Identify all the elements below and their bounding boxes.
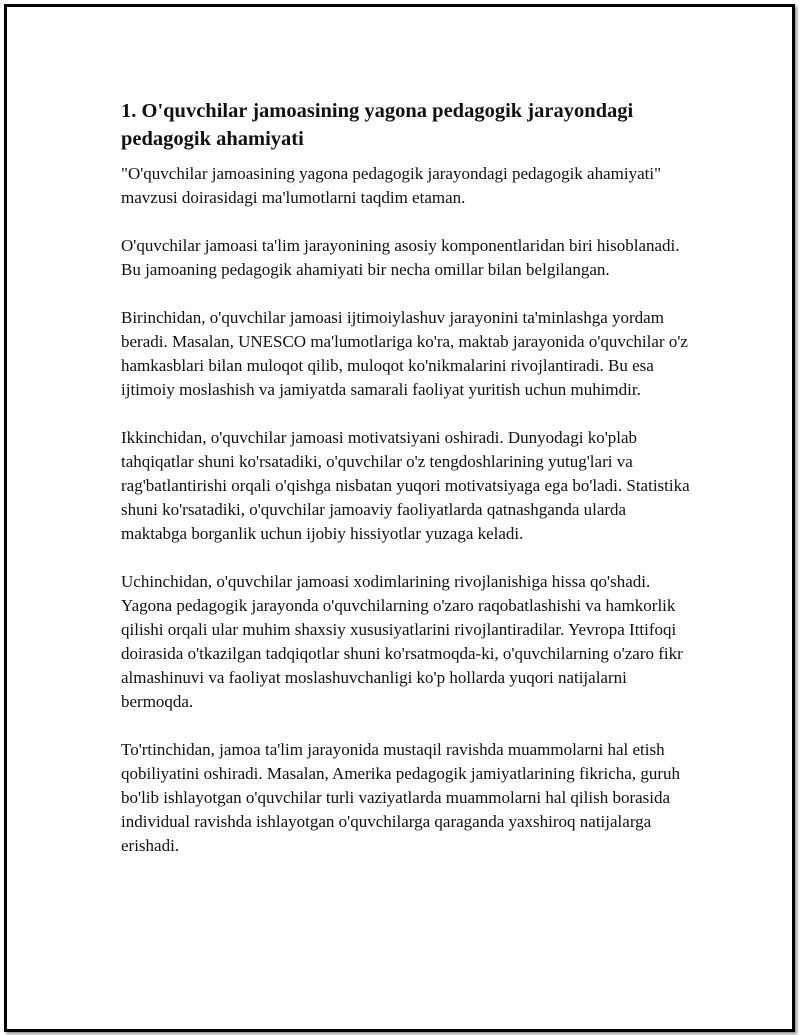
paragraph-overview: O'quvchilar jamoasi ta'lim jarayonining asosiy komponentlaridan biri hisoblanadi. Bu jamoaning pedagogik ahamiyati bir necha omillar bilan belgilangan. bbox=[121, 236, 680, 279]
paragraph-first-point: Birinchidan, o'quvchilar jamoasi ijtimoiylashuv jarayonini ta'minlashga yordam beradi. Masalan, UNESCO ma'lumotlariga ko'ra, maktab jarayonida o'quvchilar o'z hamkasblari bilan muloqot qilib, muloqot ko'nikmalarini rivojlantiradi. Bu esa ijtimoiy moslashish va jamiyatda samarali faoliyat yuritish uchun muhimdir. bbox=[121, 308, 688, 399]
paragraph-intro: "O'quvchilar jamoasining yagona pedagogik jarayondagi pedagogik ahamiyati" mavzusi doirasidagi ma'lumotlarni taqdim etaman. bbox=[121, 164, 662, 207]
page-frame bbox=[4, 4, 795, 1032]
document-title: 1. O'quvchilar jamoasining yagona pedagogik jarayondagi pedagogik ahamiyati bbox=[121, 100, 634, 150]
paragraph-third-point: Uchinchidan, o'quvchilar jamoasi xodimlarining rivojlanishiga hissa qo'shadi. Yagona pedagogik jarayonda o'quvchilarning o'zaro raqobatlashishi va hamkorlik qilishi orqali ular muhim shaxsiy xususiyatlarini rivojlantiradilar. Yevropa Ittifoqi doirasida o'tkazilgan tadqiqotlar shuni ko'rsatmoqda-ki, o'quvchilarning o'zaro fikr almashinuvi va faoliyat moslashuvchanligi ko'p hollarda yuqori natijalarni bermoqda. bbox=[121, 572, 683, 711]
paragraph-fourth-point: To'rtinchidan, jamoa ta'lim jarayonida mustaqil ravishda muammolarni hal etish qobiliyatini oshiradi. Masalan, Amerika pedagogik jamiyatlarining fikricha, guruh bo'lib ishlayotgan o'quvchilar turli vaziyatlarda muammolarni hal qilish borasida individual ravishda ishlayotgan o'quvchilarga qaraganda yaxshiroq natijalarga erishadi. bbox=[121, 740, 680, 855]
document-content bbox=[121, 97, 693, 882]
paragraph-second-point: Ikkinchidan, o'quvchilar jamoasi motivatsiyani oshiradi. Dunyodagi ko'plab tahqiqatlar shuni ko'rsatadiki, o'quvchilar o'z tengdoshlarining yutug'lari va rag'batlantirishi orqali o'qishga nisbatan yuqori motivatsiyaga ega bo'ladi. Statistika shuni ko'rsatadiki, o'quvchilar jamoaviy faoliyatlarda qatnashganda ularda maktabga borganlik uchun ijobiy hissiyotlar yuzaga keladi. bbox=[121, 428, 690, 543]
